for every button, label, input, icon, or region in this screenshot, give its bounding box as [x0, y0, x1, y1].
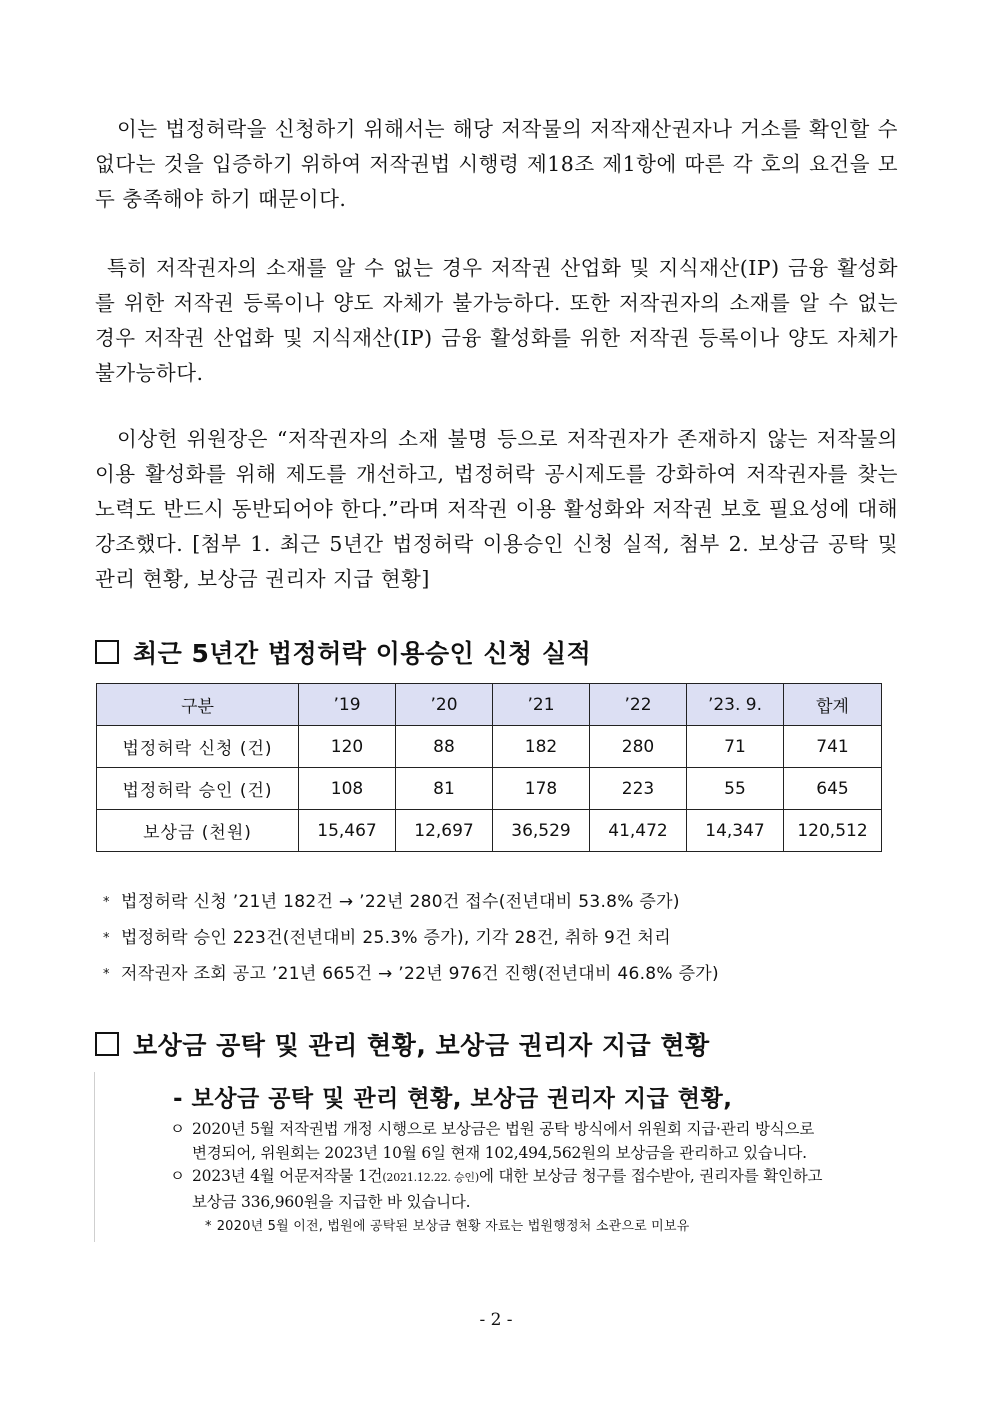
table-cell: 120,512 — [784, 810, 882, 852]
asterisk-icon: * — [103, 895, 110, 910]
note-item — [103, 956, 719, 992]
table-cell: 81 — [396, 768, 493, 810]
row-label: 법정허락 신청 (건) — [97, 726, 299, 768]
table-header-cell: ’21 — [493, 684, 590, 726]
excerpt-item-text: 에 대한 보상금 청구를 접수받아, 권리자를 확인하고 보상금 336,960원을 지급한 바 있습니다. — [192, 1167, 823, 1211]
excerpt-item — [170, 1117, 832, 1165]
table-cell: 15,467 — [299, 810, 396, 852]
table-cell: 14,347 — [687, 810, 784, 852]
asterisk-icon: * — [205, 1219, 212, 1234]
section-2-title: 보상금 공탁 및 관리 현황, 보상금 권리자 지급 현황 — [133, 1031, 710, 1060]
excerpt-item — [170, 1164, 832, 1214]
checkbox-square-icon — [95, 1032, 119, 1056]
table-header-cell: ’22 — [590, 684, 687, 726]
paragraph-1: 이는 법정허락을 신청하기 위해서는 해당 저작물의 저작재산권자나 거소를 확인할 수 없다는 것을 입증하기 위하여 저작권법 시행령 제18조 제1항에 따른 각 호의 요건을 모두 충족해야 하기 때문이다. — [95, 117, 898, 211]
paragraph-2: 특히 저작권자의 소재를 알 수 없는 경우 저작권 산업화 및 지식재산(IP) 금융 활성화를 위한 저작권 등록이나 양도 자체가 불가능하다. 또한 저작권자의 소재를 알 수 없는 경우 저작권 산업화 및 지식재산(IP) 금융 활성화를 위한 저작권 등록이나 양도 자체가 불가능하다. — [95, 256, 898, 385]
table-header-cell: ’23. 9. — [687, 684, 784, 726]
table-cell: 108 — [299, 768, 396, 810]
table-header-cell: 구분 — [97, 684, 299, 726]
table-cell: 41,472 — [590, 810, 687, 852]
table-cell: 88 — [396, 726, 493, 768]
note-text: 법정허락 승인 223건(전년대비 25.3% 증가), 기각 28건, 취하 9건 처리 — [121, 928, 671, 948]
excerpt-item-text: 2023년 4월 어문저작물 1건 — [192, 1167, 383, 1185]
row-label: 보상금 (천원) — [97, 810, 299, 852]
table-header-row — [97, 684, 882, 726]
table-cell: 71 — [687, 726, 784, 768]
excerpt-item-text: 2020년 5월 저작권법 개정 시행으로 보상금은 법원 공탁 방식에서 위원회 지급·관리 방식으로 변경되어, 위원회는 2023년 10월 6일 현재 102,494,562원의 보상금을 관리하고 있습니다. — [192, 1120, 815, 1162]
circle-bullet-icon: ㅇ — [170, 1167, 185, 1185]
embedded-excerpt-image — [94, 1072, 855, 1242]
note-text: 법정허락 신청 ’21년 182건 → ’22년 280건 접수(전년대비 53.8% 증가) — [121, 892, 680, 912]
approval-date-note: (2021.12.22. 승인) — [382, 1171, 479, 1184]
table-row — [97, 810, 882, 852]
checkbox-square-icon — [95, 640, 119, 664]
table-cell: 223 — [590, 768, 687, 810]
page-number: - 2 - — [479, 1310, 513, 1330]
table-cell: 12,697 — [396, 810, 493, 852]
table-cell: 55 — [687, 768, 784, 810]
table-cell: 182 — [493, 726, 590, 768]
table-cell: 36,529 — [493, 810, 590, 852]
excerpt-subtitle: - 보상금 공탁 및 관리 현황, 보상금 권리자 지급 현황, — [173, 1086, 733, 1112]
table-cell: 741 — [784, 726, 882, 768]
table-cell: 645 — [784, 768, 882, 810]
note-item — [103, 920, 719, 956]
table-header-cell: 합계 — [784, 684, 882, 726]
table-cell: 178 — [493, 768, 590, 810]
table-cell: 120 — [299, 726, 396, 768]
excerpt-footnote — [205, 1215, 689, 1234]
table-header-cell: ’19 — [299, 684, 396, 726]
table-header-cell: ’20 — [396, 684, 493, 726]
asterisk-icon: * — [103, 931, 110, 946]
section-1-title: 최근 5년간 법정허락 이용승인 신청 실적 — [133, 639, 592, 668]
table-notes — [103, 884, 719, 992]
asterisk-icon: * — [103, 967, 110, 982]
row-label: 법정허락 승인 (건) — [97, 768, 299, 810]
note-item — [103, 884, 719, 920]
table-row — [97, 768, 882, 810]
section-1-heading — [95, 634, 591, 670]
paragraph-3: 이상헌 위원장은 “저작권자의 소재 불명 등으로 저작권자가 존재하지 않는 저작물의 이용 활성화를 위해 제도를 개선하고, 법정허락 공시제도를 강화하여 저작권자를 찾는 노력도 반드시 동반되어야 한다.”라며 저작권 이용 활성화와 저작권 보호 필요성에 대해 강조했다. [첨부 1. 최근 5년간 법정허락 이용승인 신청 실적, 첨부 2. 보상금 공탁 및 관리 현황, 보상금 권리자 지급 현황] — [95, 427, 898, 591]
section-2-heading — [95, 1026, 710, 1062]
table-cell: 280 — [590, 726, 687, 768]
footnote-text: 2020년 5월 이전, 법원에 공탁된 보상금 현황 자료는 법원행정처 소관으로 미보유 — [216, 1219, 690, 1234]
approval-stats-table — [96, 683, 882, 852]
table-row — [97, 726, 882, 768]
circle-bullet-icon: ㅇ — [170, 1120, 185, 1138]
note-text: 저작권자 조회 공고 ’21년 665건 → ’22년 976건 진행(전년대비 46.8% 증가) — [121, 964, 719, 984]
